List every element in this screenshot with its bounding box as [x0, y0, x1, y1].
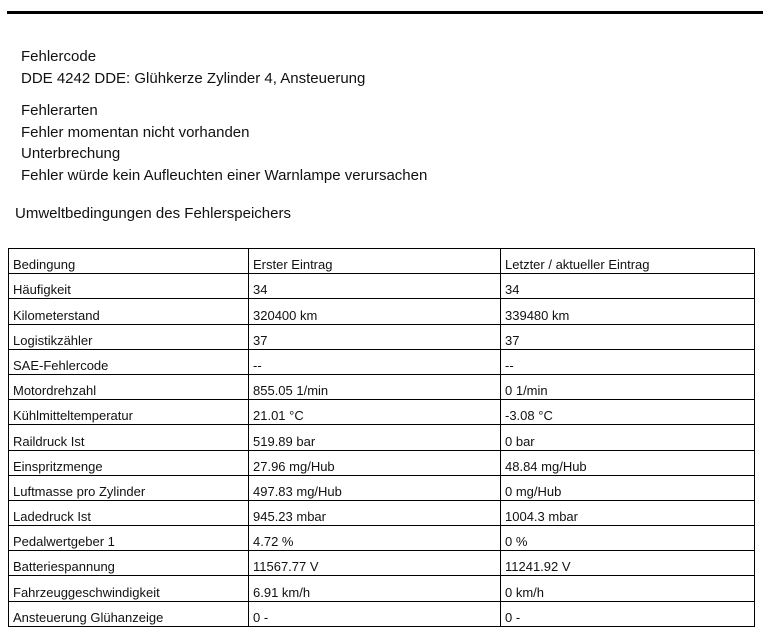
environment-heading: Umweltbedingungen des Fehlerspeichers: [15, 205, 291, 222]
fault-types-label: Fehlerarten: [21, 102, 98, 119]
table-row: [9, 274, 755, 299]
last-entry-cell: 37: [501, 324, 755, 349]
last-entry-cell: 48.84 mg/Hub: [501, 450, 755, 475]
first-entry-cell: 0 -: [249, 601, 501, 626]
condition-cell: Häufigkeit: [9, 274, 249, 299]
last-entry-cell: --: [501, 349, 755, 374]
last-entry-cell: 34: [501, 274, 755, 299]
fault-code-label: Fehlercode: [21, 48, 97, 65]
table-row: [9, 526, 755, 551]
condition-cell: Raildruck Ist: [9, 425, 249, 450]
first-entry-cell: 34: [249, 274, 501, 299]
first-entry-cell: 945.23 mbar: [249, 500, 501, 525]
condition-cell: Batteriespannung: [9, 551, 249, 576]
table-row: [9, 576, 755, 601]
last-entry-cell: 339480 km: [501, 299, 755, 324]
last-entry-cell: 11241.92 V: [501, 551, 755, 576]
table-row: [9, 601, 755, 626]
condition-cell: Einspritzmenge: [9, 450, 249, 475]
last-entry-cell: -3.08 °C: [501, 400, 755, 425]
condition-cell: Luftmasse pro Zylinder: [9, 475, 249, 500]
last-entry-cell: 0 km/h: [501, 576, 755, 601]
first-entry-cell: 27.96 mg/Hub: [249, 450, 501, 475]
last-entry-cell: 1004.3 mbar: [501, 500, 755, 525]
first-entry-cell: 37: [249, 324, 501, 349]
table-row: [9, 450, 755, 475]
table-row: [9, 425, 755, 450]
last-entry-cell: 0 bar: [501, 425, 755, 450]
condition-cell: Ladedruck Ist: [9, 500, 249, 525]
table-row: [9, 475, 755, 500]
column-header-first-entry: Erster Eintrag: [249, 249, 501, 274]
first-entry-cell: 21.01 °C: [249, 400, 501, 425]
last-entry-cell: 0 1/min: [501, 374, 755, 399]
fault-code-value: DDE 4242 DDE: Glühkerze Zylinder 4, Ansteuerung: [21, 69, 366, 87]
first-entry-cell: 497.83 mg/Hub: [249, 475, 501, 500]
fault-code-section: [21, 46, 365, 89]
first-entry-cell: 6.91 km/h: [249, 576, 501, 601]
table-row: [9, 400, 755, 425]
first-entry-cell: 11567.77 V: [249, 551, 501, 576]
column-header-condition: Bedingung: [9, 249, 249, 274]
first-entry-cell: 4.72 %: [249, 526, 501, 551]
table-row: [9, 500, 755, 525]
table-row: [9, 299, 755, 324]
condition-cell: Motordrehzahl: [9, 374, 249, 399]
environment-table: [8, 248, 755, 627]
table-header-row: [9, 249, 755, 274]
column-header-last-entry: Letzter / aktueller Eintrag: [501, 249, 755, 274]
last-entry-cell: 0 -: [501, 601, 755, 626]
fault-type-item: Fehler würde kein Aufleuchten einer Warnlampe verursachen: [21, 166, 428, 184]
condition-cell: Kilometerstand: [9, 299, 249, 324]
first-entry-cell: 855.05 1/min: [249, 374, 501, 399]
fault-type-item: Unterbrechung: [21, 145, 121, 162]
table-row: [9, 324, 755, 349]
condition-cell: Logistikzähler: [9, 324, 249, 349]
condition-cell: Kühlmitteltemperatur: [9, 400, 249, 425]
table-row: [9, 551, 755, 576]
first-entry-cell: --: [249, 349, 501, 374]
condition-cell: Pedalwertgeber 1: [9, 526, 249, 551]
first-entry-cell: 320400 km: [249, 299, 501, 324]
last-entry-cell: 0 %: [501, 526, 755, 551]
table-row: [9, 374, 755, 399]
condition-cell: SAE-Fehlercode: [9, 349, 249, 374]
last-entry-cell: 0 mg/Hub: [501, 475, 755, 500]
top-divider: [7, 11, 763, 14]
fault-types-section: [21, 100, 427, 186]
fault-type-item: Fehler momentan nicht vorhanden: [21, 123, 250, 141]
condition-cell: Fahrzeuggeschwindigkeit: [9, 576, 249, 601]
table-row: [9, 349, 755, 374]
first-entry-cell: 519.89 bar: [249, 425, 501, 450]
condition-cell: Ansteuerung Glühanzeige: [9, 601, 249, 626]
